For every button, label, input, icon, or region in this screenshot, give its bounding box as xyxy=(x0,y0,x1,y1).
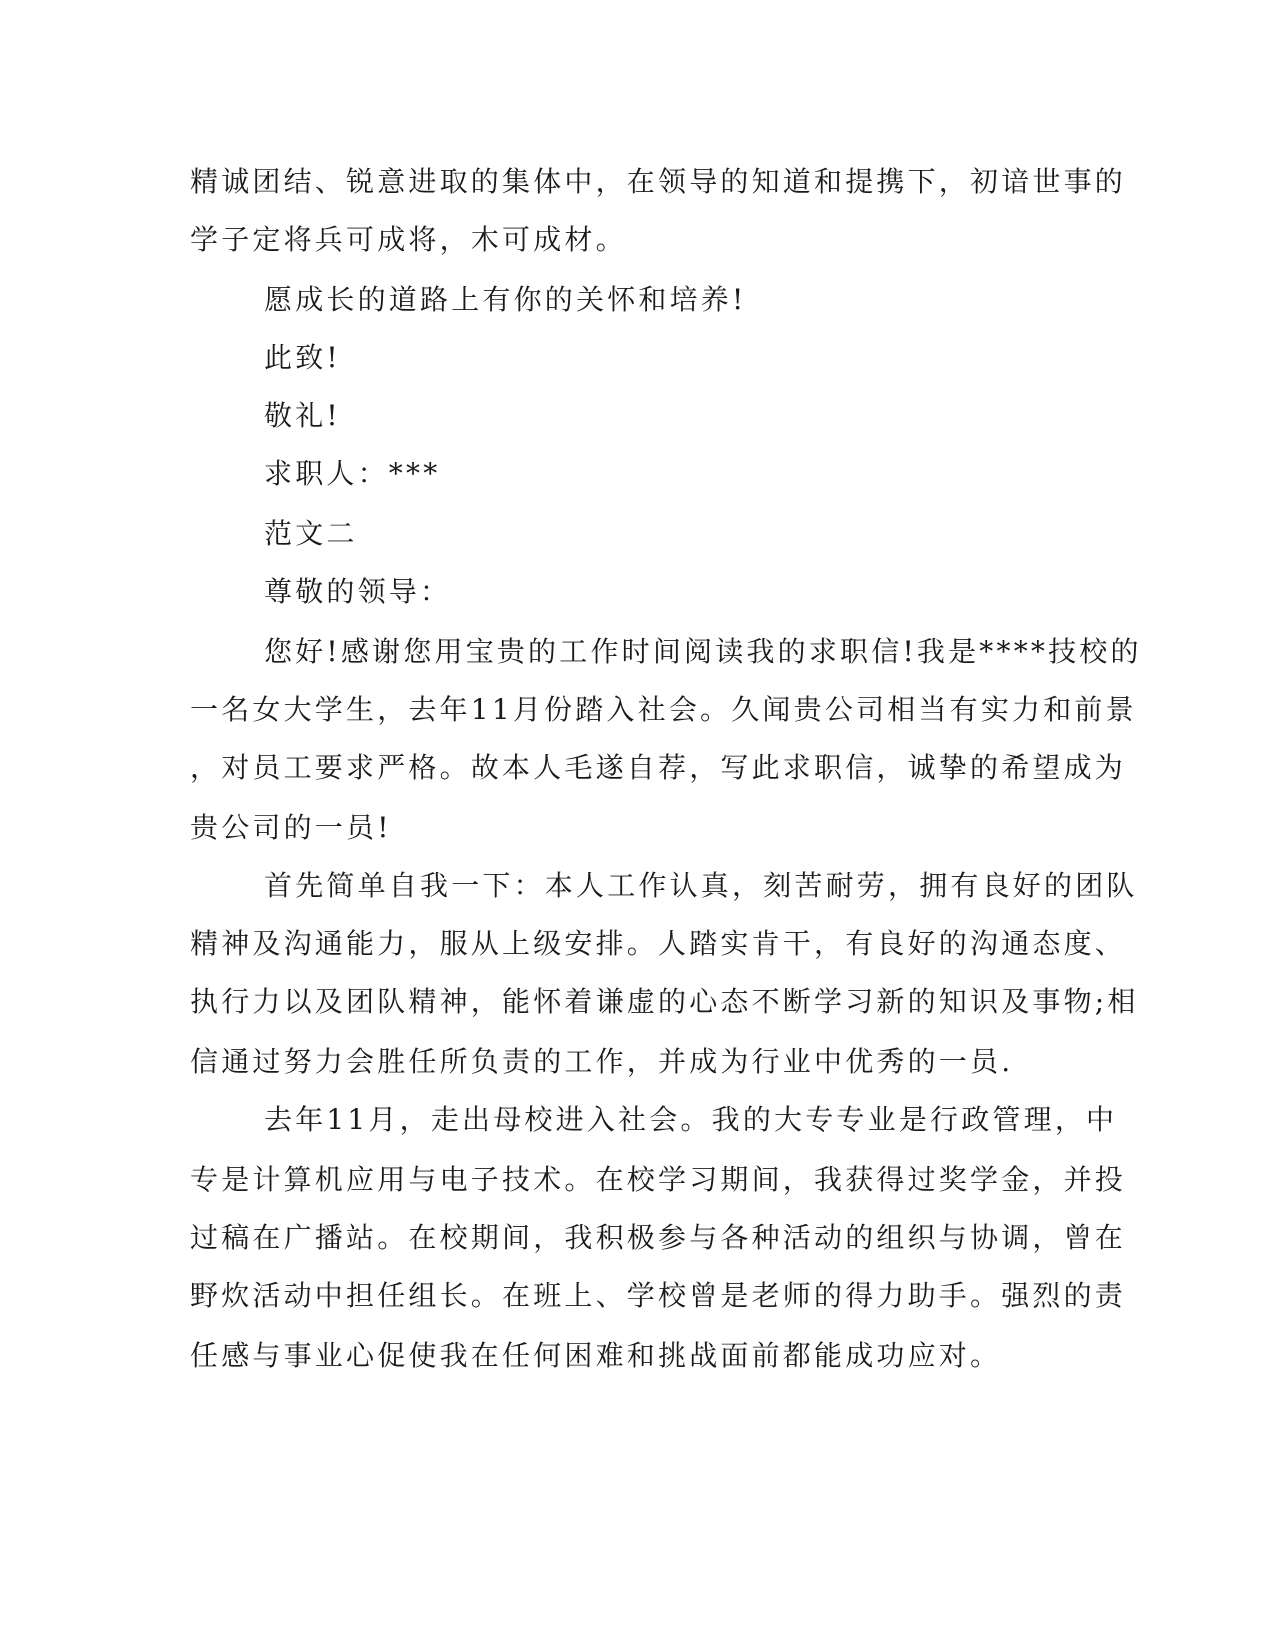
text-line: 愿成长的道路上有你的关怀和培养! xyxy=(264,283,747,316)
text-line: 专是计算机应用与电子技术。在校学习期间，我获得过奖学金，并投 xyxy=(190,1163,1127,1196)
section-heading: 范文二 xyxy=(264,517,358,550)
text-line: 贵公司的一员! xyxy=(190,811,392,844)
text-line: 敬礼! xyxy=(264,399,341,432)
text-line: 您好!感谢您用宝贵的工作时间阅读我的求职信!我是****技校的 xyxy=(264,635,1142,668)
text-line: 精神及沟通能力，服从上级安排。人踏实肯干，有良好的沟通态度、 xyxy=(190,927,1127,960)
text-line: 过稿在广播站。在校期间，我积极参与各种活动的组织与协调，曾在 xyxy=(190,1221,1127,1254)
text-line: 求职人：*** xyxy=(264,457,441,490)
text-line: 野炊活动中担任组长。在班上、学校曾是老师的得力助手。强烈的责 xyxy=(190,1279,1127,1312)
text-line: 学子定将兵可成将，木可成材。 xyxy=(190,223,627,256)
text-line: 执行力以及团队精神，能怀着谦虚的心态不断学习新的知识及事物;相 xyxy=(190,985,1139,1018)
text-line: 信通过努力会胜任所负责的工作，并成为行业中优秀的一员. xyxy=(190,1045,1014,1078)
text-line: 此致! xyxy=(264,341,341,374)
text-line: ，对员工要求严格。故本人毛遂自荐，写此求职信，诚挚的希望成为 xyxy=(190,751,1127,784)
salutation: 尊敬的领导： xyxy=(264,575,452,608)
text-line: 精诚团结、锐意进取的集体中，在领导的知道和提携下，初谙世事的 xyxy=(190,165,1127,198)
text-line: 去年11月，走出母校进入社会。我的大专专业是行政管理，中 xyxy=(264,1103,1118,1136)
text-line: 首先简单自我一下：本人工作认真，刻苦耐劳，拥有良好的团队 xyxy=(264,869,1138,902)
text-line: 任感与事业心促使我在任何困难和挑战面前都能成功应对。 xyxy=(190,1339,1002,1372)
text-line: 一名女大学生，去年11月份踏入社会。久闻贵公司相当有实力和前景 xyxy=(190,693,1137,726)
